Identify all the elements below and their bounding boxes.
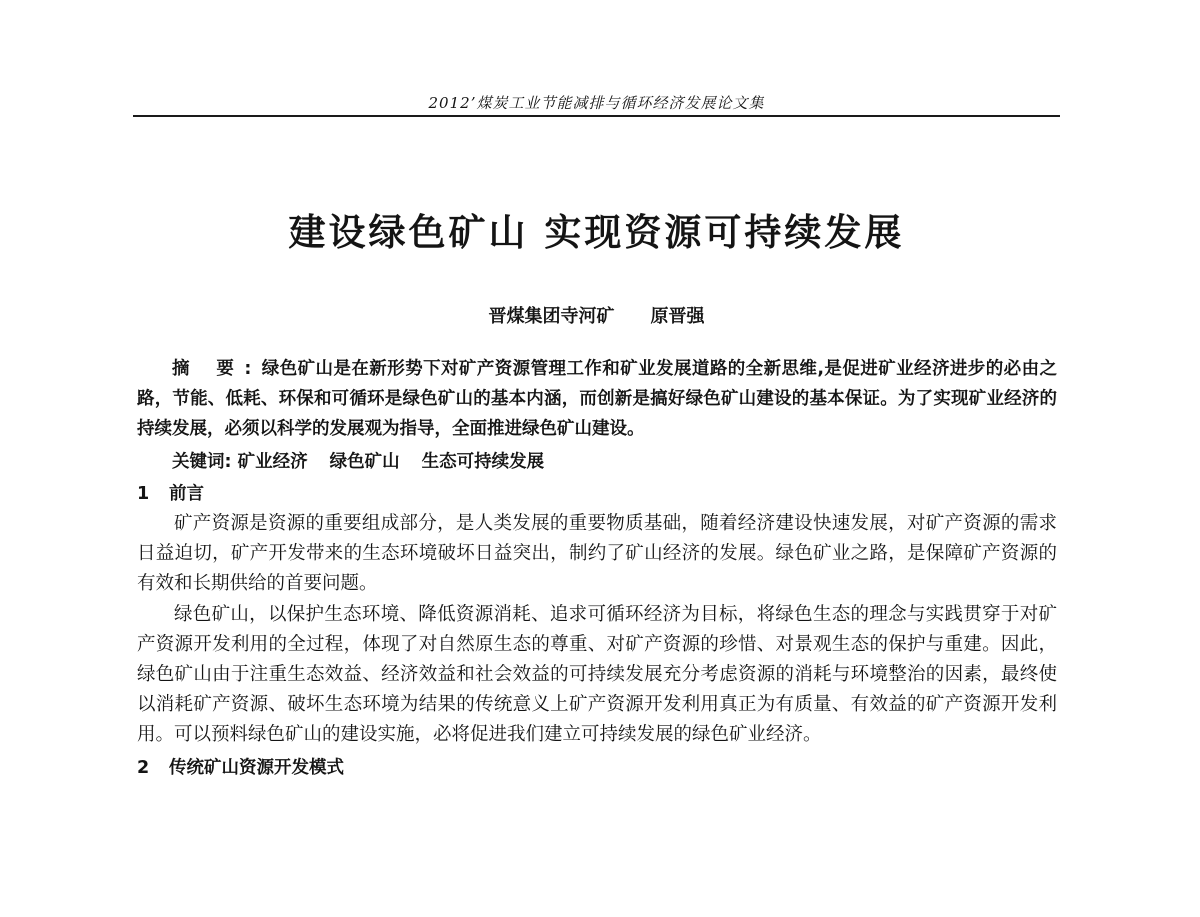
keywords-label: 关键词: <box>172 451 232 472</box>
keyword: 矿业经济 <box>237 451 308 472</box>
keyword: 生态可持续发展 <box>421 451 545 472</box>
author-name: 原晋强 <box>650 306 705 327</box>
article-title: 建设绿色矿山 实现资源可持续发展 <box>288 210 905 254</box>
section-number: 1 <box>137 483 150 504</box>
keywords <box>137 447 1057 477</box>
section-heading <box>137 479 1057 509</box>
article-body <box>137 354 1057 783</box>
section-title: 前言 <box>169 483 204 504</box>
header-rule <box>133 115 1060 117</box>
paragraph: 矿产资源是资源的重要组成部分，是人类发展的重要物质基础，随着经济建设快速发展，对矿产资源的需求日益迫切，矿产开发带来的生态环境破坏日益突出，制约了矿山经济的发展。绿色矿业之路，是保障矿产资源的有效和长期供给的首要问题。 <box>137 513 1057 595</box>
abstract-label: 摘 要: <box>172 359 262 379</box>
section-title: 传统矿山资源开发模式 <box>169 757 344 778</box>
abstract-text: 绿色矿山是在新形势下对矿产资源管理工作和矿业发展道路的全新思维,是促进矿业经济进步的必由之路，节能、低耗、环保和可循环是绿色矿山的基本内涵，而创新是搞好绿色矿山建设的基本保证。为了实现矿业经济的持续发展，必须以科学的发展观为指导，全面推进绿色矿山建设。 <box>137 359 1057 440</box>
byline <box>133 302 1060 328</box>
paragraph: 绿色矿山，以保护生态环境、降低资源消耗、追求可循环经济为目标，将绿色生态的理念与实践贯穿于对矿产资源开发利用的全过程，体现了对自然原生态的尊重、对矿产资源的珍惜、对景观生态的保护与重建。因此，绿色矿山由于注重生态效益、经济效益和社会效益的可持续发展充分考虑资源的消耗与环境整治的因素，最终使以消耗矿产资源、破坏生态环境为结果的传统意义上矿产资源开发利用真正为有质量、有效益的矿产资源开发利用。可以预料绿色矿山的建设实施，必将促进我们建立可持续发展的绿色矿业经济。 <box>137 603 1057 746</box>
section-heading <box>137 753 1057 783</box>
affiliation: 晋煤集团寺河矿 <box>488 306 615 327</box>
section-number: 2 <box>137 757 150 778</box>
abstract <box>137 354 1057 445</box>
keyword: 绿色矿山 <box>329 451 400 472</box>
running-header: 2012’煤炭工业节能减排与循环经济发展论文集 <box>428 94 765 112</box>
